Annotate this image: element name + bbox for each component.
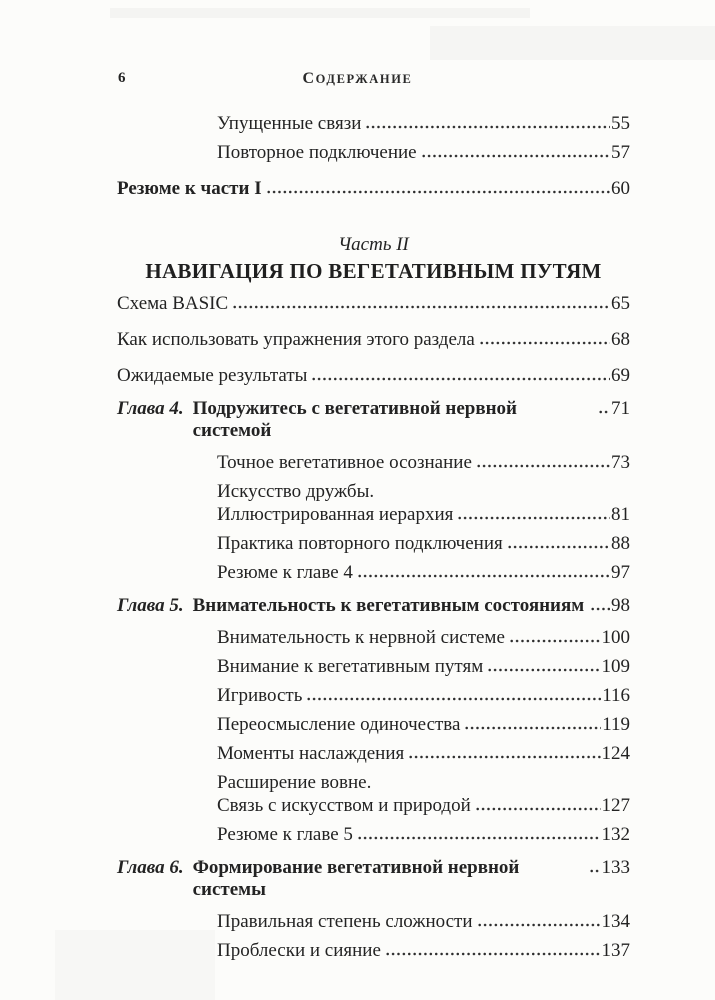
toc-entry-page: 60 <box>611 178 630 199</box>
dot-leader <box>475 807 601 811</box>
toc-entry <box>117 452 630 474</box>
toc-entry-title: Подружитесь с вегетативной нервной системой <box>192 398 517 441</box>
toc-entry <box>117 595 630 617</box>
toc-entry <box>117 824 630 846</box>
dot-leader <box>421 154 610 158</box>
dot-leader <box>509 639 601 643</box>
dot-leader <box>457 516 610 520</box>
toc-entry <box>117 398 630 442</box>
toc-entry-title: Внимательность к нервной системе <box>217 627 505 648</box>
dot-leader <box>598 410 610 414</box>
toc-entry-title: Переосмысление одиночества <box>217 714 461 735</box>
toc-entry-page: 81 <box>611 504 630 525</box>
toc-entry <box>117 481 630 526</box>
toc-entry-page: 116 <box>602 685 630 706</box>
toc-entry-title: Упущенные связи <box>217 113 362 134</box>
dot-leader <box>365 125 610 129</box>
toc-entry-page: 65 <box>611 293 630 314</box>
toc-entry-title: Схема BASIC <box>117 293 229 314</box>
toc-entry-title: Проблески и сияние <box>217 940 381 961</box>
toc-entry-title: Как использовать упражнения этого раздела <box>117 329 475 350</box>
dot-leader <box>479 341 610 345</box>
toc-entry-title: Игривость <box>217 685 303 706</box>
part-label: Часть II <box>338 234 409 255</box>
toc-entry-page: 57 <box>611 142 630 163</box>
dot-leader <box>357 836 601 840</box>
dot-leader <box>266 190 610 194</box>
toc-entry <box>117 533 630 555</box>
running-head: СОДЕРЖАНИЕ <box>302 70 413 87</box>
chapter-label: Глава 5. <box>117 595 184 616</box>
dot-leader <box>507 545 610 549</box>
toc-entry <box>117 293 630 315</box>
toc-entry-title: Внимание к вегетативным путям <box>217 656 484 677</box>
toc-entry-title: Формирование вегетативной нервной системы <box>192 857 520 900</box>
toc-entry-title: Ожидаемые результаты <box>117 365 308 386</box>
toc-entry <box>117 714 630 736</box>
toc-entry-page: 134 <box>601 911 630 932</box>
toc-entry-page: 100 <box>601 627 630 648</box>
toc-entry <box>117 142 630 164</box>
page-number: 6 <box>118 70 126 86</box>
toc-entry-title: Практика повторного подключения <box>217 533 503 554</box>
dot-leader <box>306 697 601 701</box>
dot-leader <box>385 952 601 956</box>
dot-leader <box>464 726 601 730</box>
toc-entry-title: Точное вегетативное осознание <box>217 452 472 473</box>
toc-entry-page: 98 <box>611 595 630 616</box>
toc-entry-page: 132 <box>601 824 630 845</box>
toc-entry-page: 133 <box>601 857 630 878</box>
toc-entry <box>117 113 630 135</box>
toc-entry-title: Связь с искусством и природой <box>217 795 471 816</box>
toc-entry-page: 55 <box>611 113 630 134</box>
dot-leader <box>232 305 610 309</box>
chapter-label: Глава 4. <box>117 398 184 419</box>
part-title: НАВИГАЦИЯ ПО ВЕГЕТАТИВНЫМ ПУТЯМ <box>145 259 602 283</box>
dot-leader <box>311 377 610 381</box>
toc-entry <box>117 178 630 200</box>
toc-entry-page: 137 <box>601 940 630 961</box>
toc-entry-page: 119 <box>602 714 630 735</box>
toc-entry-title: Моменты наслаждения <box>217 743 405 764</box>
toc-entry-title: Резюме к части I <box>117 178 262 199</box>
toc-entry-page: 88 <box>611 533 630 554</box>
dot-leader <box>357 574 610 578</box>
toc-entry <box>117 656 630 678</box>
toc-entry-page: 97 <box>611 562 630 583</box>
toc-entry-title: Правильная степень сложности <box>217 911 473 932</box>
toc-entry-title: Иллюстрированная иерархия <box>217 504 454 525</box>
dot-leader <box>590 607 610 611</box>
toc-entry-page: 68 <box>611 329 630 350</box>
toc-entry-page: 71 <box>611 398 630 419</box>
toc-entry-page: 124 <box>601 743 630 764</box>
toc-entry-title: Резюме к главе 5 <box>217 824 353 845</box>
toc-entry <box>117 562 630 584</box>
dot-leader <box>477 923 601 927</box>
chapter-label: Глава 6. <box>117 857 184 878</box>
toc-entry-title: Резюме к главе 4 <box>217 562 353 583</box>
toc-entry <box>117 772 630 817</box>
dot-leader <box>408 755 600 759</box>
toc-entry <box>117 685 630 707</box>
toc-entry-page: 73 <box>611 452 630 473</box>
toc-entry-title-line1: Расширение вовне. <box>217 772 372 793</box>
toc-entry-title: Внимательность к вегетативным состояниям <box>192 595 585 616</box>
part-heading <box>117 232 630 285</box>
toc-entry-page: 127 <box>601 795 630 816</box>
toc-entry <box>117 911 630 933</box>
toc-entry <box>117 627 630 649</box>
toc-entry-title-line1: Искусство дружбы. <box>217 481 375 502</box>
dot-leader <box>476 464 610 468</box>
toc-entry <box>117 940 630 962</box>
toc-entry-page: 109 <box>601 656 630 677</box>
toc-entry <box>117 365 630 387</box>
dot-leader <box>589 869 601 873</box>
dot-leader <box>487 668 600 672</box>
toc-entry <box>117 743 630 765</box>
toc-entry-title: Повторное подключение <box>217 142 417 163</box>
toc-entry <box>117 857 630 901</box>
toc-entry <box>117 329 630 351</box>
toc-entry-page: 69 <box>611 365 630 386</box>
